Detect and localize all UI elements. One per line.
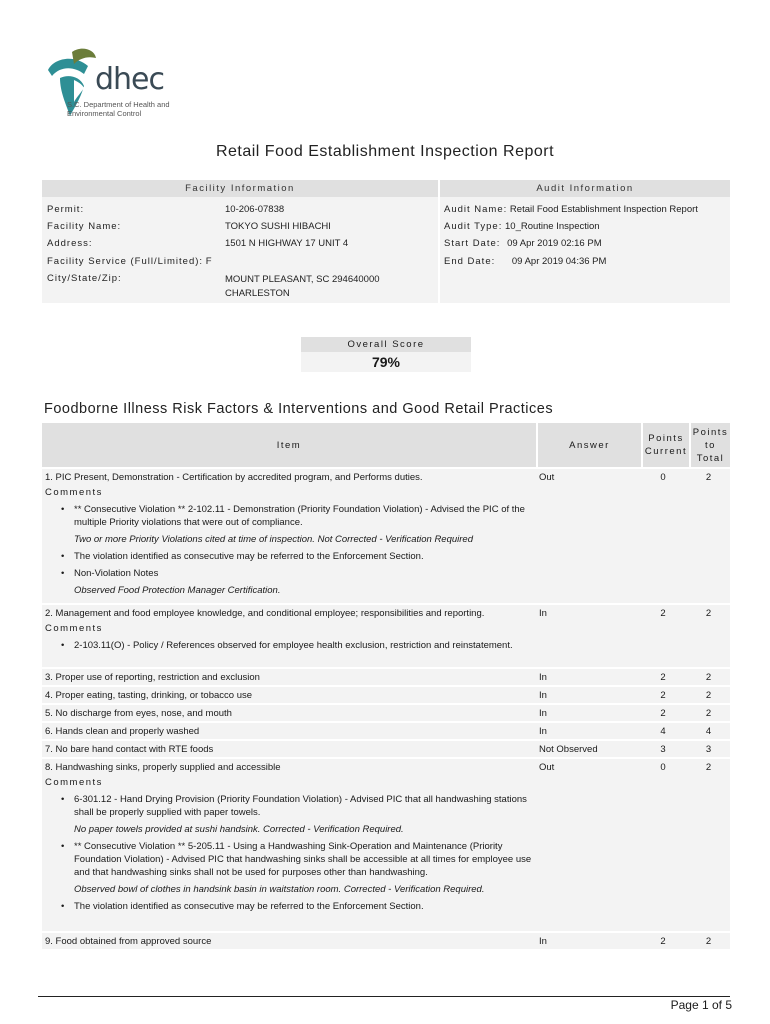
observation-note: Observed Food Protection Manager Certification. [74, 585, 281, 596]
footer-divider [38, 996, 730, 997]
table-row: 2. Management and food employee knowledge, and conditional employee; responsibilities and reporting. Comments • 2-103.11(O) - Policy / References observed for employee health exclusion, restriction and reinstatement. In 2 2 [42, 605, 730, 667]
facility-row-service: Facility Service (Full/Limited): F [47, 256, 212, 267]
violation-note: • Non-Violation Notes [45, 567, 532, 580]
facility-value-city: MOUNT PLEASANT, SC 294640000 CHARLESTON [225, 274, 380, 299]
table-row: 1. PIC Present, Demonstration - Certification by accredited program, and Performs duties. Comments • ** Consecutive Violation ** 2-102.11 - Demonstration (Priority Foundation Violation) - Advised the PIC of the multiple Priority violations that were out of compliance. Two or more Priority Violations cited at time of inspection. Not Corrected - Verification Required • The violation identified as consecutive may be referred to the Enforcement Section. • Non-Violation Notes Observed Food Protection Manager Certification. Out 0 2 [42, 469, 730, 603]
facility-row-city: City/State/Zip: [47, 273, 122, 284]
facility-row-address: Address: [47, 238, 93, 249]
facility-value-address: 1501 N HIGHWAY 17 UNIT 4 [225, 238, 349, 249]
table-row: 8. Handwashing sinks, properly supplied and accessible Comments • 6-301.12 - Hand Drying Provision (Priority Foundation Violation) - Advised PIC that all handwashing stations shall be properly supplied with paper towels. No paper towels provided at sushi handsink. Corrected - Verification Required. • ** Consecutive Violation ** 5-205.11 - Using a Handwashing Sink-Operation and Maintenance (Priority Foundation Violation) - Advised PIC that handwashing sinks shall be accessible at all times for employee use and that handwashing sinks shall not be used for purposes other than handwashing. Observed bowl of clothes in handsink basin in waitstation room. Corrected - Verification Required. • The violation identified as consecutive may be referred to the Enforcement Section. Out 0 2 [42, 759, 730, 931]
facility-row-permit: Permit: [47, 204, 85, 215]
table-row: 6. Hands clean and properly washed In 4 4 [42, 723, 730, 739]
audit-row-type: Audit Type: 10_Routine Inspection [444, 221, 600, 232]
logo-subtitle: S.C. Department of Health and Environmental Control [67, 100, 170, 118]
facility-value-permit: 10-206-07838 [225, 204, 285, 215]
audit-info-header: Audit Information [440, 180, 730, 197]
audit-row-name: Audit Name: Retail Food Establishment Inspection Report [444, 204, 698, 215]
logo-brand: dhec [95, 62, 165, 97]
overall-score-value: 79% [301, 352, 471, 372]
facility-row-name: Facility Name: [47, 221, 122, 232]
table-row: 5. No discharge from eyes, nose, and mouth In 2 2 [42, 705, 730, 721]
violation-note: • ** Consecutive Violation ** 2-102.11 - Demonstration (Priority Foundation Violation) - Advised the PIC of the multiple Priority violations that were out of compliance. [45, 503, 532, 529]
table-row: 9. Food obtained from approved source In 2 2 [42, 933, 730, 949]
inspection-items-table [42, 469, 730, 949]
column-header-points-current: Points Current [643, 423, 689, 467]
observation-note: Two or more Priority Violations cited at time of inspection. Not Corrected - Verification Required [74, 534, 473, 545]
column-header-answer: Answer [538, 423, 641, 467]
audit-row-start: Start Date: 09 Apr 2019 02:16 PM [444, 238, 602, 249]
violation-note: • 6-301.12 - Hand Drying Provision (Priority Foundation Violation) - Advised PIC that all handwashing stations shall be properly supplied with paper towels. [45, 793, 532, 819]
facility-info-header: Facility Information [42, 180, 438, 197]
violation-note: • 2-103.11(O) - Policy / References observed for employee health exclusion, restriction and reinstatement. [45, 639, 532, 652]
audit-row-end: End Date: 09 Apr 2019 04:36 PM [444, 256, 607, 267]
violation-note: • The violation identified as consecutive may be referred to the Enforcement Section. [45, 900, 532, 913]
overall-score-label: Overall Score [301, 337, 471, 352]
report-title: Retail Food Establishment Inspection Report [215, 143, 555, 160]
table-row: 7. No bare hand contact with RTE foods Not Observed 3 3 [42, 741, 730, 757]
violation-note: • ** Consecutive Violation ** 5-205.11 - Using a Handwashing Sink-Operation and Maintenance (Priority Foundation Violation) - Advised PIC that handwashing sinks shall be accessible at all times for employee use and that handwashing sinks shall not be used for purposes other than handwashing. [45, 840, 532, 879]
observation-note: No paper towels provided at sushi handsink. Corrected - Verification Required. [74, 824, 404, 835]
column-header-item: Item [42, 423, 536, 467]
column-header-points-total: Points to Total [691, 423, 730, 467]
facility-value-name: TOKYO SUSHI HIBACHI [225, 221, 331, 232]
table-row: 3. Proper use of reporting, restriction and exclusion In 2 2 [42, 669, 730, 685]
observation-note: Observed bowl of clothes in handsink basin in waitstation room. Corrected - Verification Required. [74, 884, 485, 895]
page-number: Page 1 of 5 [670, 998, 732, 1012]
violation-note: • The violation identified as consecutive may be referred to the Enforcement Section. [45, 550, 532, 563]
table-row: 4. Proper eating, tasting, drinking, or tobacco use In 2 2 [42, 687, 730, 703]
section-title: Foodborne Illness Risk Factors & Interventions and Good Retail Practices [44, 401, 554, 417]
